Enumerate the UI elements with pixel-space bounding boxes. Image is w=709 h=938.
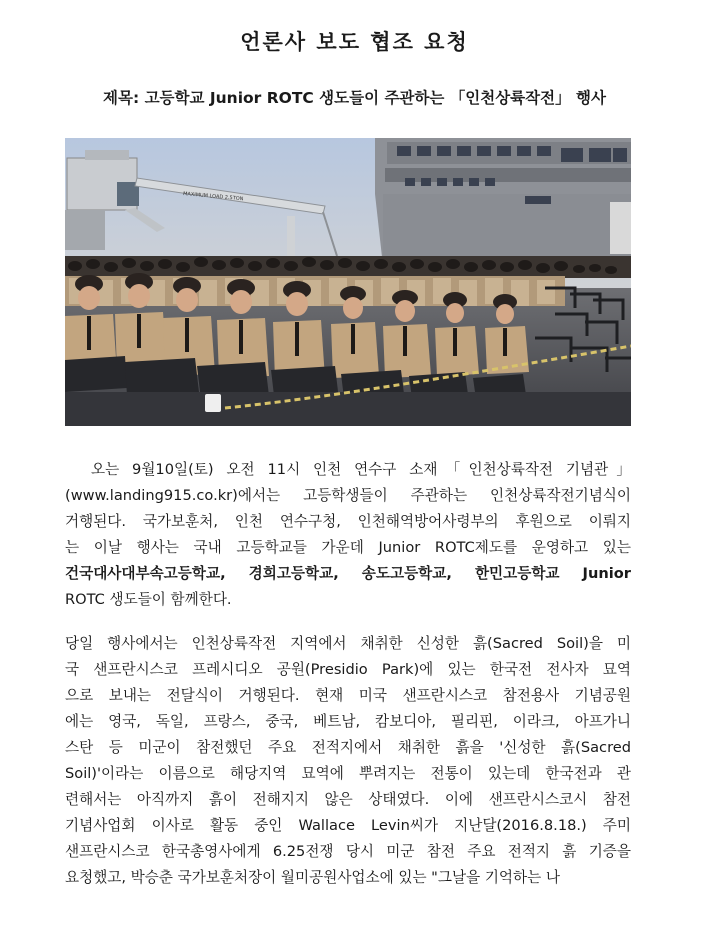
p1-line-1: 오는 9월10일(토) 오전 11시 인천 연수구 소재「인천상륙작전 기념관」 (91, 461, 631, 478)
p2-line-3: 으로 보내는 전달식이 거행된다. 현재 미국 샌프란시스코 참전용사 기념공원 (65, 687, 631, 704)
subject-line: 제목: 고등학교 Junior ROTC 생도들이 주관하는 「인천상륙작전」 행사 (103, 89, 606, 107)
p2-line-4: 에는 영국, 독일, 프랑스, 중국, 베트남, 캄보디아, 필리핀, 이라크, 아프가니 (65, 713, 631, 730)
p2-line-9: 샌프란시스코 한국총영사에게 6.25전쟁 당시 미군 참전 주요 전적지 흙 기증을 (65, 843, 631, 860)
p2-line-10: 요청했고, 박승춘 국가보훈처장이 월미공원사업소에 있는 "그날을 기억하는 나 (65, 869, 560, 886)
p1-line-6: ROTC 생도들이 함께한다. (65, 591, 232, 608)
cadets-photo (65, 138, 631, 426)
page-title: 언론사 보도 협조 요청 (240, 30, 469, 54)
p1-line-3: 거행된다. 국가보훈처, 인천 연수구청, 인천해역방어사령부의 후원으로 이뤄지 (65, 513, 631, 530)
p2-line-8: 기념사업회 이사로 활동 중인 Wallace Levin씨가 지난달(2016.8.18.) 주미 (65, 817, 631, 834)
p1-line-4: 는 이날 행사는 국내 고등학교들 가운데 Junior ROTC제도를 운영하고 있는 (65, 539, 631, 556)
paper-cup (205, 394, 221, 412)
p2-line-5: 스탄 등 미군이 참전했던 주요 전적지에서 채취한 흙을 '신성한 흙(Sacred (65, 739, 631, 756)
crane-label: MAXIMUM LOAD 2.5TON (182, 191, 244, 203)
paragraph-1 (65, 457, 631, 613)
p1-line-2: (www.landing915.co.kr)에서는 고등학생들이 주관하는 인천상륙작전기념식이 (65, 487, 631, 504)
p2-line-7: 련해서는 아직까지 흙이 전해지지 않은 상태였다. 이에 샌프란시스코시 참전 (65, 791, 631, 808)
p2-line-6: Soil)'이라는 이름으로 해당지역 묘역에 뿌려지는 전통이 있는데 한국전과 관 (65, 765, 631, 782)
p2-line-2: 국 샌프란시스코 프레시디오 공원(Presidio Park)에 있는 한국전 전사자 묘역 (65, 661, 631, 678)
paragraph-2 (65, 631, 631, 891)
ship-tower (375, 138, 631, 266)
p2-line-1: 당일 행사에서는 인천상륙작전 지역에서 채취한 신성한 흙(Sacred Soil)을 미 (65, 635, 631, 652)
p1-line-5-school-names: 건국대사대부속고등학교, 경희고등학교, 송도고등학교, 한민고등학교 Junior (65, 565, 631, 582)
